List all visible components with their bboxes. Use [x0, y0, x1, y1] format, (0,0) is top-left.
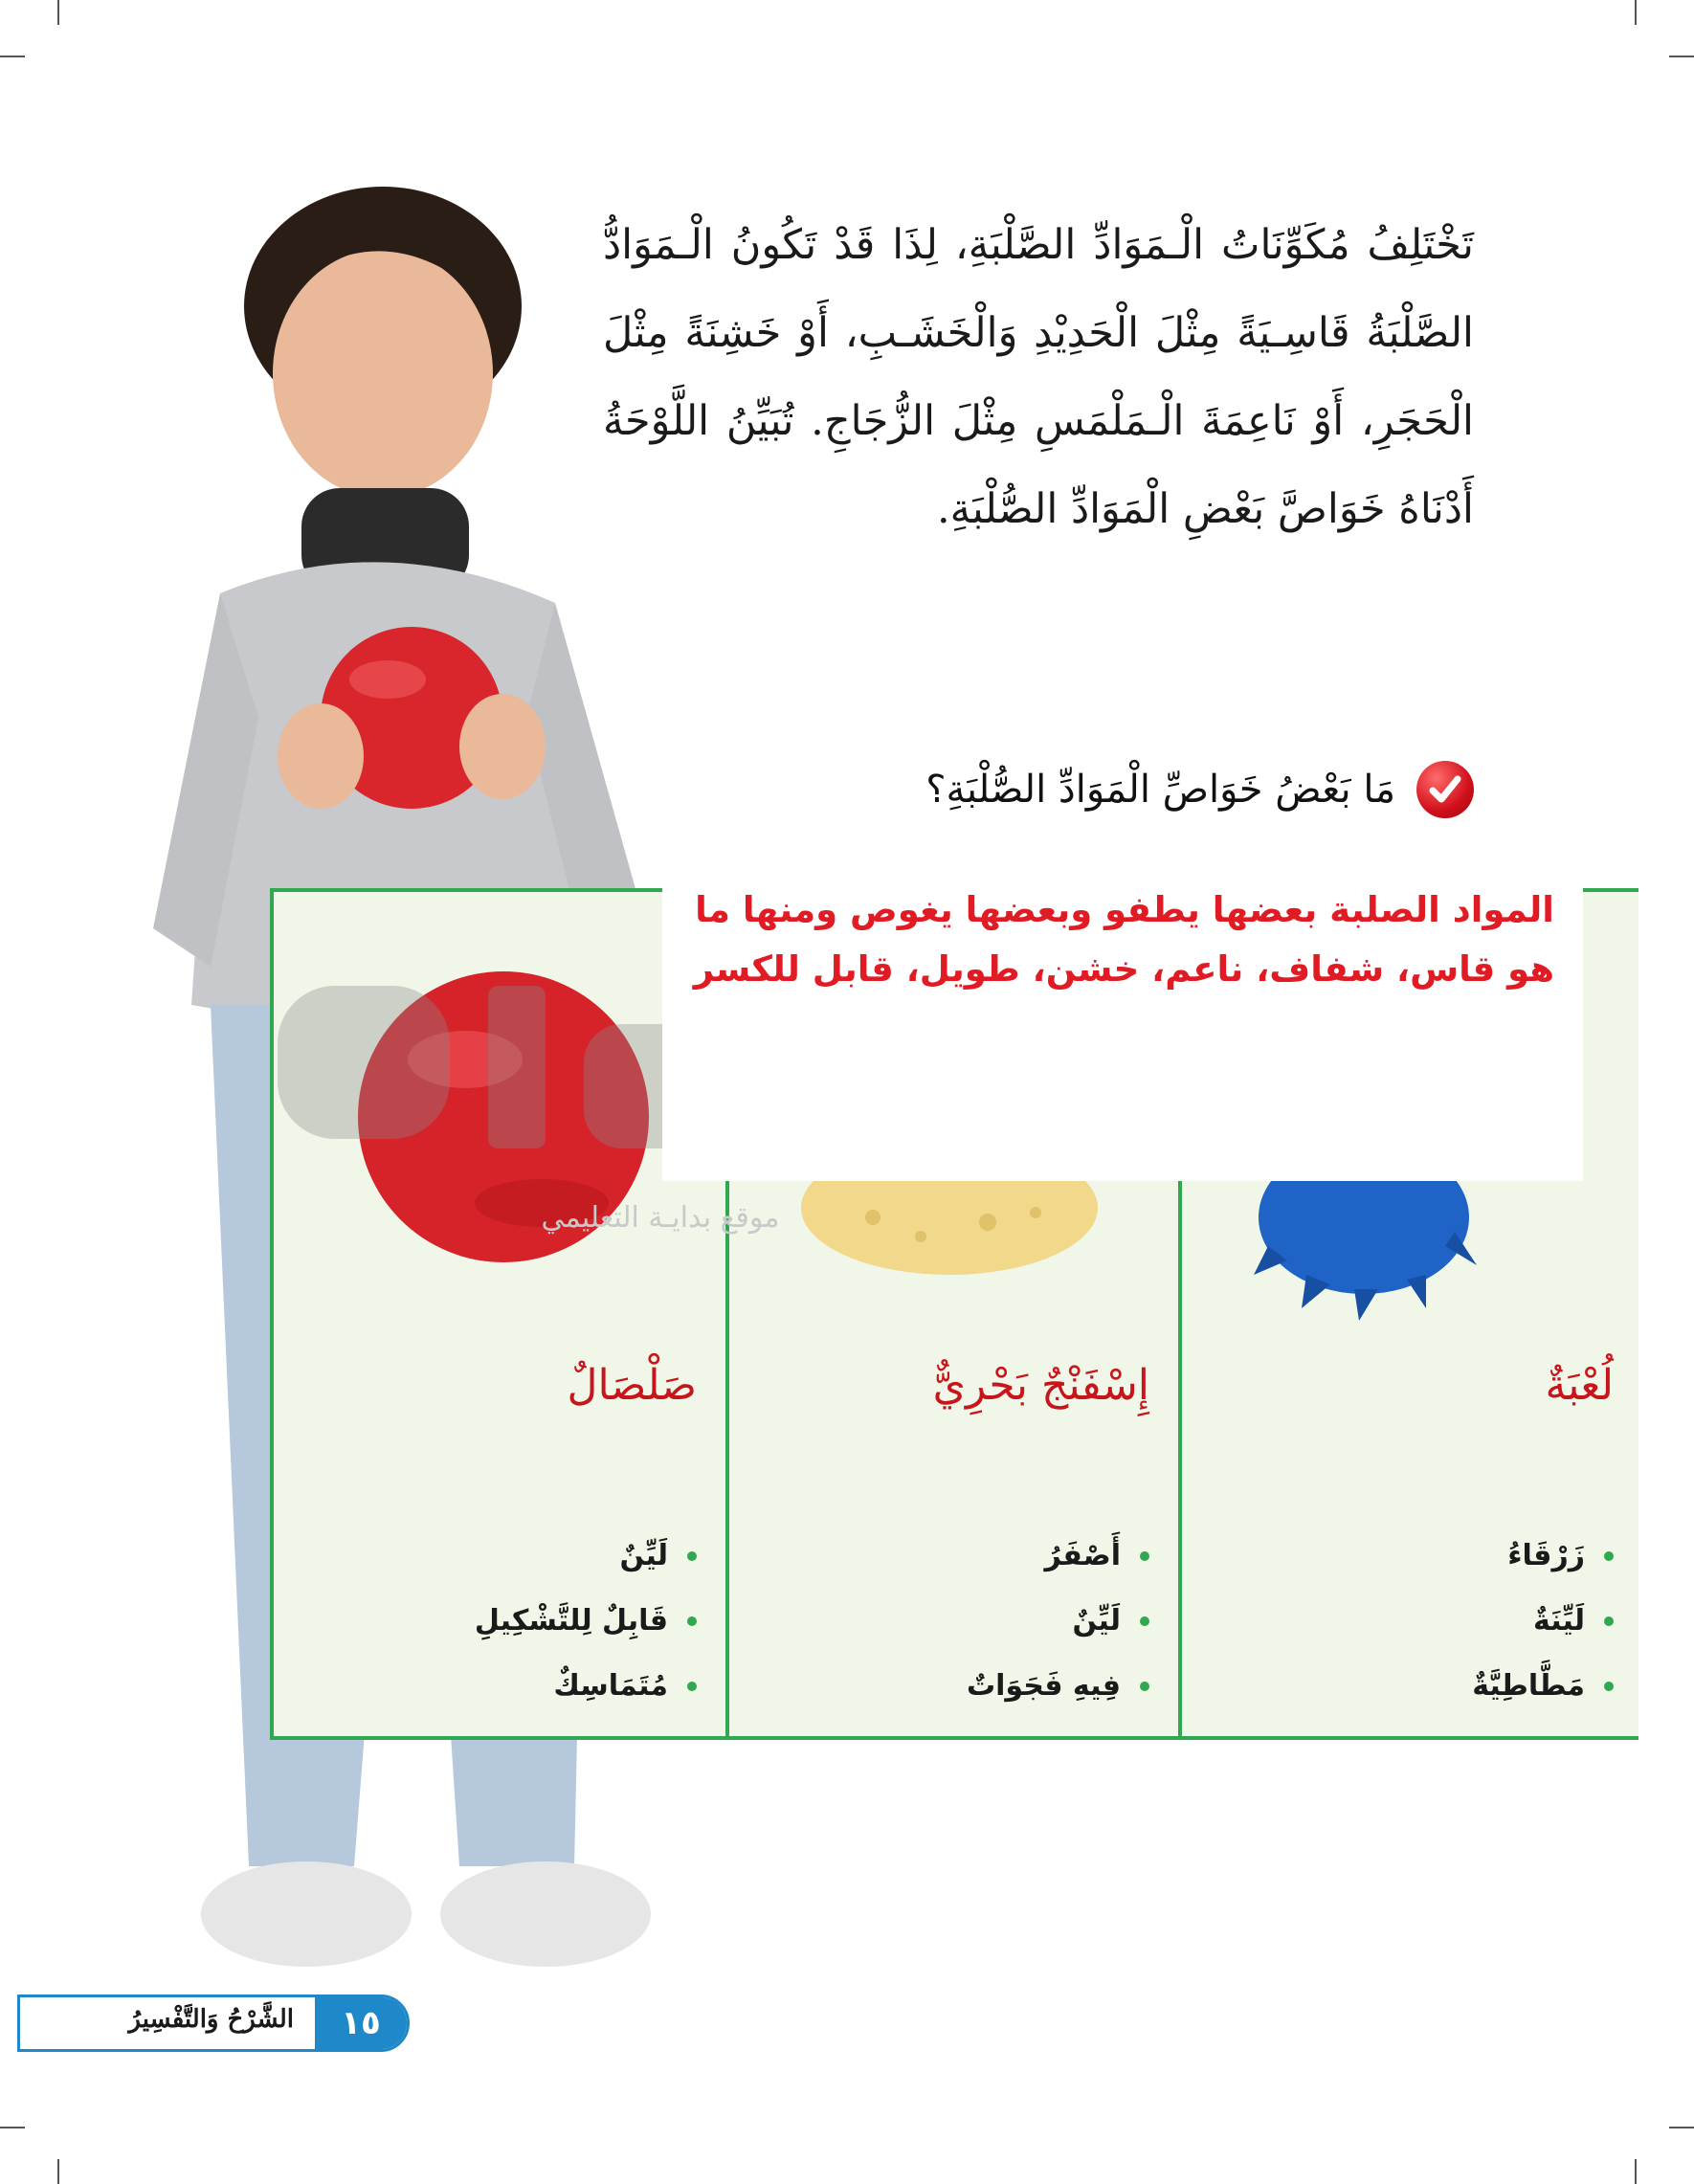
crop-mark — [0, 56, 25, 57]
bullet-icon — [1140, 1682, 1149, 1691]
toy-title: لُعْبَةٌ — [1545, 1361, 1614, 1410]
question-text: مَا بَعْضُ خَوَاصِّ الْمَوَادِّ الصُّلْبَةِ؟ — [925, 768, 1395, 812]
list-item: زَرْقَاءُ — [1472, 1524, 1614, 1589]
crop-mark — [1635, 2159, 1637, 2184]
clay-title: صَلْصَالٌ — [567, 1361, 697, 1410]
list-item: لَيِّنَةٌ — [1472, 1589, 1614, 1654]
bullet-icon — [1140, 1551, 1149, 1561]
bullet-icon — [687, 1551, 697, 1561]
section-label: الشَّرْحُ وَالتَّفْسِيرُ — [128, 2005, 294, 2034]
bullet-icon — [1604, 1682, 1614, 1691]
answer-overlay — [662, 863, 1583, 1181]
crop-mark — [1635, 0, 1637, 25]
intro-paragraph: تَخْتَلِفُ مُكَوِّنَاتُ الْـمَوَادِّ الصَّلْبَةِ، لِذَا قَدْ تَكُونُ الْـمَوَادُّ الصَّلْبَةُ قَاسِـيَةً مِثْلَ الْحَدِيْدِ وَالْخَشَـبِ، أَوْ خَشِنَةً مِثْلَ الْحَجَرِ، أَوْ نَاعِمَةَ الْـمَلْمَسِ مِثْلَ الزُّجَاجِ. تُبَيِّنُ اللَّوْحَةُ أَدْنَاهُ خَوَاصَّ بَعْضِ الْمَوَادِّ الصُّلْبَةِ. — [603, 221, 1474, 533]
checkmark-icon — [1416, 761, 1474, 818]
list-item: أَصْفَرُ — [967, 1524, 1149, 1589]
page-number: ١٥ — [315, 1997, 407, 2049]
toy-properties — [1472, 1524, 1614, 1719]
list-item: مُتَمَاسِكٌ — [475, 1654, 697, 1719]
question-heading — [842, 756, 1474, 823]
answer-text: المواد الصلبة بعضها يطفو وبعضها يغوص ومنها ما هو قاس، شفاف، ناعم، خشن، طويل، قابل للكسر — [693, 889, 1554, 990]
crop-mark — [0, 2127, 25, 2128]
bullet-icon — [687, 1616, 697, 1626]
list-item: قَابِلٌ لِلتَّشْكِيلِ — [475, 1589, 697, 1654]
sponge-properties — [967, 1524, 1149, 1719]
sponge-title: إِسْفَنْجٌ بَحْرِيٌّ — [932, 1361, 1149, 1410]
watermark-text: موقع بدايـة التعليمي — [541, 1201, 780, 1235]
page-footer — [17, 1995, 410, 2052]
list-item: لَيِّنٌ — [475, 1524, 697, 1589]
crop-mark — [57, 0, 59, 25]
list-item: لَيِّنٌ — [967, 1589, 1149, 1654]
bullet-icon — [1604, 1551, 1614, 1561]
bullet-icon — [1140, 1616, 1149, 1626]
list-item: مَطَّاطِيَّةٌ — [1472, 1654, 1614, 1719]
crop-mark — [1669, 2127, 1694, 2128]
bullet-icon — [687, 1682, 697, 1691]
crop-mark — [57, 2159, 59, 2184]
clay-properties — [475, 1524, 697, 1719]
list-item: فِيهِ فَجَوَاتٌ — [967, 1654, 1149, 1719]
bullet-icon — [1604, 1616, 1614, 1626]
crop-mark — [1669, 56, 1694, 57]
